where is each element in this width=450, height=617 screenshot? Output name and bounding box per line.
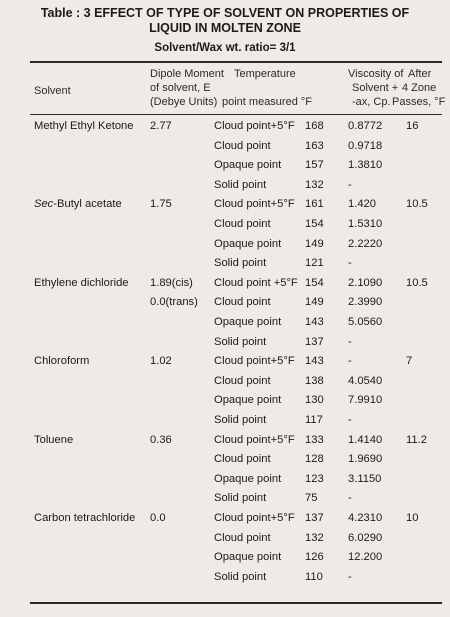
solvent-cell [34, 198, 122, 211]
temperature-cell: 137 [305, 512, 324, 524]
measure-point-cell: Cloud point+5°F [214, 198, 295, 210]
measure-point-cell: Cloud point+5°F [214, 355, 295, 367]
viscosity-cell: 0.8772 [348, 120, 383, 132]
header-passes-line-1: After [408, 68, 432, 80]
viscosity-cell: 2.1090 [348, 277, 383, 289]
passes-cell: 7 [406, 355, 413, 367]
measure-point-cell: Solid point [214, 414, 267, 426]
temperature-cell: 126 [305, 551, 324, 563]
header-dipole-line-1: Dipole Moment [150, 68, 224, 80]
measure-point-cell: Opaque point [214, 316, 282, 328]
temperature-cell: 121 [305, 257, 324, 269]
measure-point-cell: Solid point [214, 179, 267, 191]
header-passes-line-2: 4 Zone [402, 82, 437, 94]
passes-cell: 10.5 [406, 277, 428, 289]
viscosity-cell: 7.9910 [348, 394, 383, 406]
measure-point-cell: Cloud point [214, 532, 271, 544]
measure-point-cell: Cloud point +5°F [214, 277, 298, 289]
measure-point-cell: Cloud point [214, 140, 271, 152]
viscosity-cell: - [348, 257, 352, 269]
viscosity-cell: - [348, 492, 352, 504]
viscosity-cell: 12.200 [348, 551, 383, 563]
table-title-line-1: Table : 3 EFFECT OF TYPE OF SOLVENT ON PROPERTIES OF [40, 6, 410, 20]
temperature-cell: 132 [305, 532, 324, 544]
header-dipole-line-3: (Debye Units) [150, 96, 218, 108]
measure-point-cell: Solid point [214, 336, 267, 348]
solvent-prefix: Sec [34, 198, 54, 210]
viscosity-cell: 5.0560 [348, 316, 383, 328]
solvent-name: Methyl Ethyl Ketone [34, 120, 134, 132]
header-solvent: Solvent [34, 85, 71, 97]
measure-point-cell: Solid point [214, 257, 267, 269]
passes-cell: 16 [406, 120, 419, 132]
temperature-cell: 123 [305, 473, 324, 485]
temperature-cell: 143 [305, 316, 324, 328]
header-viscosity-line-3: -ax, Cp. [352, 96, 391, 108]
measure-point-cell: Cloud point [214, 296, 271, 308]
viscosity-cell: 1.4140 [348, 434, 383, 446]
temperature-cell: 163 [305, 140, 324, 152]
measure-point-cell: Opaque point [214, 238, 282, 250]
measure-point-cell: Cloud point [214, 375, 271, 387]
viscosity-cell: - [348, 571, 352, 583]
viscosity-cell: 1.3810 [348, 159, 383, 171]
temperature-cell: 161 [305, 198, 324, 210]
temperature-cell: 154 [305, 218, 324, 230]
solvent-cell [34, 355, 89, 368]
temperature-cell: 133 [305, 434, 324, 446]
measure-point-cell: Cloud point+5°F [214, 512, 295, 524]
viscosity-cell: - [348, 179, 352, 191]
passes-cell: 11.2 [406, 434, 427, 446]
solvent-name: -Butyl acetate [53, 198, 122, 210]
measure-point-cell: Cloud point [214, 453, 271, 465]
solvent-name: Carbon tetrachloride [34, 512, 136, 524]
dipole-cell: 1.75 [150, 198, 172, 210]
viscosity-cell: - [348, 355, 352, 367]
ratio-caption: Solvent/Wax wt. ratio= 3/1 [154, 42, 296, 54]
temperature-cell: 128 [305, 453, 324, 465]
dipole-cell: 0.36 [150, 434, 172, 446]
passes-cell: 10.5 [406, 198, 428, 210]
viscosity-cell: 1.420 [348, 198, 376, 210]
viscosity-cell: 1.9690 [348, 453, 383, 465]
viscosity-cell: 1.5310 [348, 218, 383, 230]
temperature-cell: 157 [305, 159, 324, 171]
temperature-cell: 132 [305, 179, 324, 191]
viscosity-cell: - [348, 336, 352, 348]
temperature-cell: 149 [305, 238, 324, 250]
dipole-cell: 0.0 [150, 512, 166, 524]
solvent-name: Toluene [34, 434, 74, 446]
viscosity-cell: - [348, 414, 352, 426]
solvent-cell [34, 277, 129, 290]
temperature-cell: 154 [305, 277, 324, 289]
measure-point-cell: Cloud point+5°F [214, 434, 295, 446]
viscosity-cell: 3.1150 [348, 473, 382, 485]
bottom-rule [30, 602, 442, 604]
measure-point-cell: Opaque point [214, 394, 282, 406]
viscosity-cell: 6.0290 [348, 532, 383, 544]
header-temperature-line-1: Temperature [234, 68, 296, 80]
measure-point-cell: Cloud point+5°F [214, 120, 295, 132]
measure-point-cell: Opaque point [214, 473, 282, 485]
dipole-cell: 2.77 [150, 120, 172, 132]
temperature-cell: 149 [305, 296, 324, 308]
passes-cell: 10 [406, 512, 419, 524]
solvent-name: Chloroform [34, 355, 90, 367]
solvent-cell [34, 120, 134, 133]
viscosity-cell: 4.2310 [348, 512, 383, 524]
temperature-cell: 137 [305, 336, 324, 348]
temperature-cell: 75 [305, 492, 318, 504]
temperature-cell: 130 [305, 394, 324, 406]
temperature-cell: 168 [305, 120, 324, 132]
header-viscosity-line-1: Viscosity of [348, 68, 404, 80]
temperature-cell: 138 [305, 375, 324, 387]
header-dipole-line-2: of solvent, E [150, 82, 211, 94]
header-passes-line-3: Passes, °F [392, 96, 446, 108]
dipole-cell: 1.89(cis) [150, 277, 193, 289]
viscosity-cell: 2.2220 [348, 238, 383, 250]
header-temperature-line-3: point measured °F [222, 96, 312, 108]
viscosity-cell: 0.9718 [348, 140, 383, 152]
viscosity-cell: 2.3990 [348, 296, 383, 308]
measure-point-cell: Opaque point [214, 551, 282, 563]
temperature-cell: 117 [305, 414, 323, 426]
measure-point-cell: Solid point [214, 492, 267, 504]
solvent-name: Ethylene dichloride [34, 277, 129, 289]
solvent-cell [34, 434, 73, 447]
header-rule [30, 114, 442, 115]
temperature-cell: 110 [305, 571, 323, 583]
dipole-cell: 0.0(trans) [150, 296, 198, 308]
measure-point-cell: Cloud point [214, 218, 271, 230]
solvent-cell [34, 512, 135, 525]
top-rule [30, 61, 442, 63]
table-title-line-2: LIQUID IN MOLTEN ZONE [149, 21, 301, 35]
viscosity-cell: 4.0540 [348, 375, 383, 387]
measure-point-cell: Solid point [214, 571, 267, 583]
dipole-cell: 1.02 [150, 355, 172, 367]
temperature-cell: 143 [305, 355, 324, 367]
header-viscosity-line-2: Solvent + [352, 82, 399, 94]
measure-point-cell: Opaque point [214, 159, 282, 171]
